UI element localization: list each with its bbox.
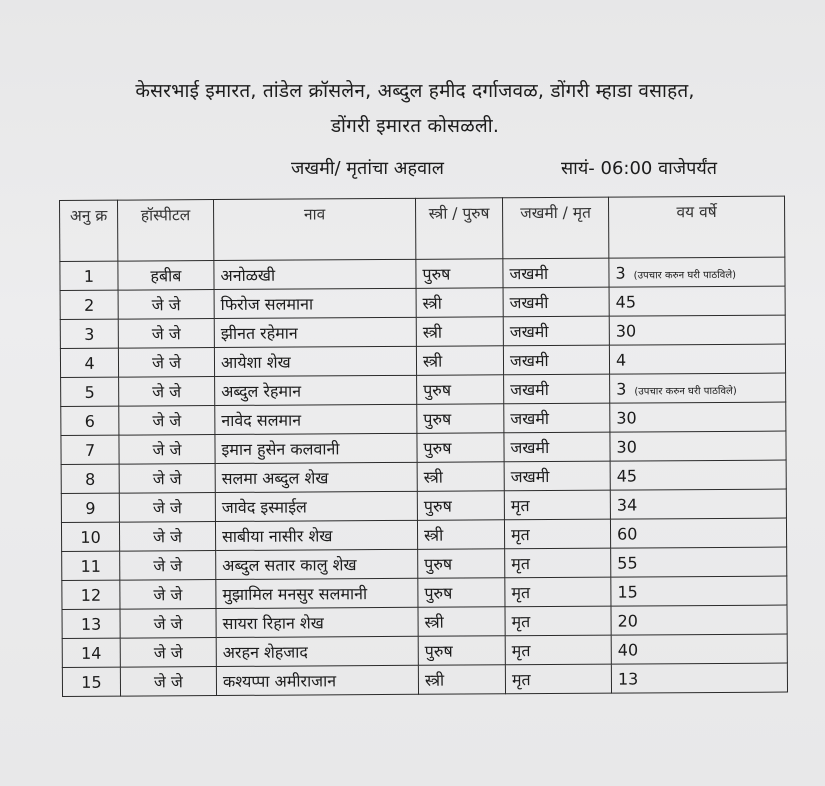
table-row — [62, 576, 787, 609]
name-cell: आयेशा शेख — [214, 346, 416, 376]
hospital-cell: जे जे — [119, 377, 215, 407]
age-cell — [611, 605, 787, 635]
header-status: जखमी / मृत — [502, 197, 608, 259]
serial-no-cell: 5 — [61, 377, 119, 406]
status-cell: जखमी — [504, 374, 610, 404]
hospital-cell: जे जे — [119, 406, 215, 436]
age-value: 30 — [616, 407, 637, 428]
table-row — [60, 315, 785, 348]
age-value: 30 — [615, 320, 637, 341]
gender-cell: स्त्री — [416, 288, 503, 318]
age-value: 60 — [616, 523, 638, 544]
gender-cell: स्त्री — [418, 607, 505, 637]
table-row — [61, 373, 786, 406]
gender-cell: पुरुष — [417, 404, 504, 434]
name-cell: सलमा अब्दुल शेख — [215, 462, 417, 492]
hospital-cell: जे जे — [120, 580, 216, 610]
serial-no-cell: 4 — [60, 348, 118, 377]
table-row — [60, 286, 785, 319]
gender-cell: पुरुष — [418, 578, 505, 608]
gender-cell: पुरुष — [417, 375, 504, 405]
table-row — [60, 344, 785, 377]
age-cell — [610, 402, 786, 432]
serial-no-cell: 8 — [61, 464, 119, 493]
hospital-cell: जे जे — [120, 638, 216, 668]
age-cell — [611, 663, 787, 693]
age-value: 40 — [617, 639, 639, 660]
table-row — [61, 460, 786, 493]
table-row — [62, 605, 787, 638]
serial-no-cell: 13 — [62, 609, 120, 638]
status-cell: जखमी — [503, 258, 609, 288]
name-cell: नावेद सलमान — [215, 404, 417, 434]
document-title-line-1: केसरभाई इमारत, तांडेल क्रॉसलेन, अब्दुल हमीद दर्गाजवळ, डोंगरी म्हाडा वसाहत, — [135, 80, 695, 102]
age-cell — [611, 634, 787, 664]
table-row — [60, 257, 785, 290]
age-cell — [610, 518, 786, 548]
gender-cell: पुरुष — [416, 259, 503, 289]
hospital-cell: जे जे — [118, 348, 214, 378]
serial-no-cell: 10 — [61, 522, 119, 551]
name-cell: जावेद इस्माईल — [215, 491, 417, 521]
table-header-row — [60, 196, 785, 261]
header-name: नाव — [214, 198, 416, 260]
gender-cell: स्त्री — [417, 520, 504, 550]
header-gender: स्त्री / पुरुष — [415, 198, 502, 260]
hospital-cell: जे जे — [120, 609, 216, 639]
name-cell: अब्दुल रेहमान — [215, 375, 417, 405]
table-row — [62, 663, 787, 696]
status-cell: जखमी — [504, 403, 610, 433]
serial-no-cell: 6 — [61, 406, 119, 435]
status-cell: जखमी — [504, 461, 610, 491]
name-cell: सायरा रिहान शेख — [216, 607, 418, 637]
name-cell: साबीया नासीर शेख — [215, 520, 417, 550]
serial-no-cell: 14 — [62, 638, 120, 667]
gender-cell: पुरुष — [418, 549, 505, 579]
hospital-cell: हबीब — [118, 261, 214, 291]
table-row — [61, 489, 786, 522]
name-cell: अरहन शेहजाद — [216, 636, 418, 666]
status-cell: मृत — [504, 490, 610, 520]
name-cell: अनोळखी — [214, 259, 416, 289]
status-cell: मृत — [505, 577, 611, 607]
report-label: जखमी/ मृतांचा अहवाल — [291, 158, 444, 179]
age-cell — [610, 489, 786, 519]
status-cell: मृत — [505, 635, 611, 665]
hospital-cell: जे जे — [119, 522, 215, 552]
hospital-cell: जे जे — [119, 493, 215, 523]
hospital-cell: जे जे — [119, 464, 215, 494]
age-value: 55 — [617, 552, 638, 573]
age-value: 13 — [617, 668, 639, 689]
age-cell — [609, 344, 785, 374]
age-value: 45 — [615, 291, 637, 312]
document-title-line-2: डोंगरी इमारत कोसळली. — [330, 115, 500, 137]
serial-no-cell: 11 — [62, 551, 120, 580]
status-cell: जखमी — [503, 287, 609, 317]
hospital-cell: जे जे — [119, 435, 215, 465]
status-cell: मृत — [504, 519, 610, 549]
status-cell: जखमी — [503, 316, 609, 346]
age-value: 30 — [616, 436, 637, 457]
status-cell: मृत — [505, 548, 611, 578]
gender-cell: पुरुष — [418, 636, 505, 666]
gender-cell: स्त्री — [416, 317, 503, 347]
header-serial-no: अनु क्र — [60, 200, 118, 261]
status-cell: मृत — [505, 664, 611, 694]
table-row — [62, 634, 787, 667]
serial-no-cell: 15 — [62, 667, 120, 696]
age-cell — [610, 431, 786, 461]
age-value: 3 — [615, 263, 626, 283]
serial-no-cell: 7 — [61, 435, 119, 464]
name-cell: मुझामिल मनसुर सलमानी — [216, 578, 418, 608]
name-cell: कश्यप्पा अमीराजान — [216, 665, 418, 695]
gender-cell: पुरुष — [417, 433, 504, 463]
header-age: वय वर्षे — [608, 196, 784, 258]
report-time: सायं- 06:00 वाजेपर्यंत — [561, 158, 718, 179]
age-value: 45 — [616, 465, 638, 486]
age-note: (उपचार करुन घरी पाठविले) — [634, 385, 737, 397]
serial-no-cell: 12 — [62, 580, 120, 609]
age-cell — [610, 460, 786, 490]
gender-cell: पुरुष — [417, 491, 504, 521]
age-value: 15 — [617, 581, 638, 602]
table-body — [60, 257, 788, 696]
serial-no-cell: 1 — [60, 261, 118, 290]
name-cell: इमान हुसेन कलवानी — [215, 433, 417, 463]
hospital-cell: जे जे — [118, 290, 214, 320]
status-cell: जखमी — [504, 432, 610, 462]
casualty-table — [59, 196, 788, 697]
age-cell — [611, 547, 787, 577]
status-cell: मृत — [505, 606, 611, 636]
table-row — [61, 402, 786, 435]
name-cell: अब्दुल सतार कालु शेख — [216, 549, 418, 579]
serial-no-cell: 2 — [60, 290, 118, 319]
serial-no-cell: 3 — [60, 319, 118, 348]
hospital-cell: जे जे — [118, 319, 214, 349]
serial-no-cell: 9 — [61, 493, 119, 522]
age-cell — [610, 373, 786, 403]
name-cell: झीनत रहेमान — [214, 317, 416, 347]
status-cell: जखमी — [503, 345, 609, 375]
age-note: (उपचार करुन घरी पाठविले) — [633, 269, 737, 281]
table-row — [61, 518, 786, 551]
age-value: 4 — [615, 350, 627, 370]
hospital-cell: जे जे — [120, 551, 216, 581]
name-cell: फिरोज सलमाना — [214, 288, 416, 318]
header-hospital: हॉस्पीटल — [118, 200, 214, 262]
age-cell — [609, 257, 785, 287]
gender-cell: स्त्री — [417, 462, 504, 492]
age-value: 34 — [616, 494, 638, 515]
table-row — [62, 547, 787, 580]
age-value: 20 — [617, 610, 638, 631]
hospital-cell: जे जे — [120, 667, 216, 697]
age-cell — [611, 576, 787, 606]
table-row — [61, 431, 786, 464]
age-cell — [609, 315, 785, 345]
gender-cell: स्त्री — [416, 346, 503, 376]
age-cell — [609, 286, 785, 316]
gender-cell: स्त्री — [418, 665, 505, 695]
age-value: 3 — [616, 379, 627, 399]
